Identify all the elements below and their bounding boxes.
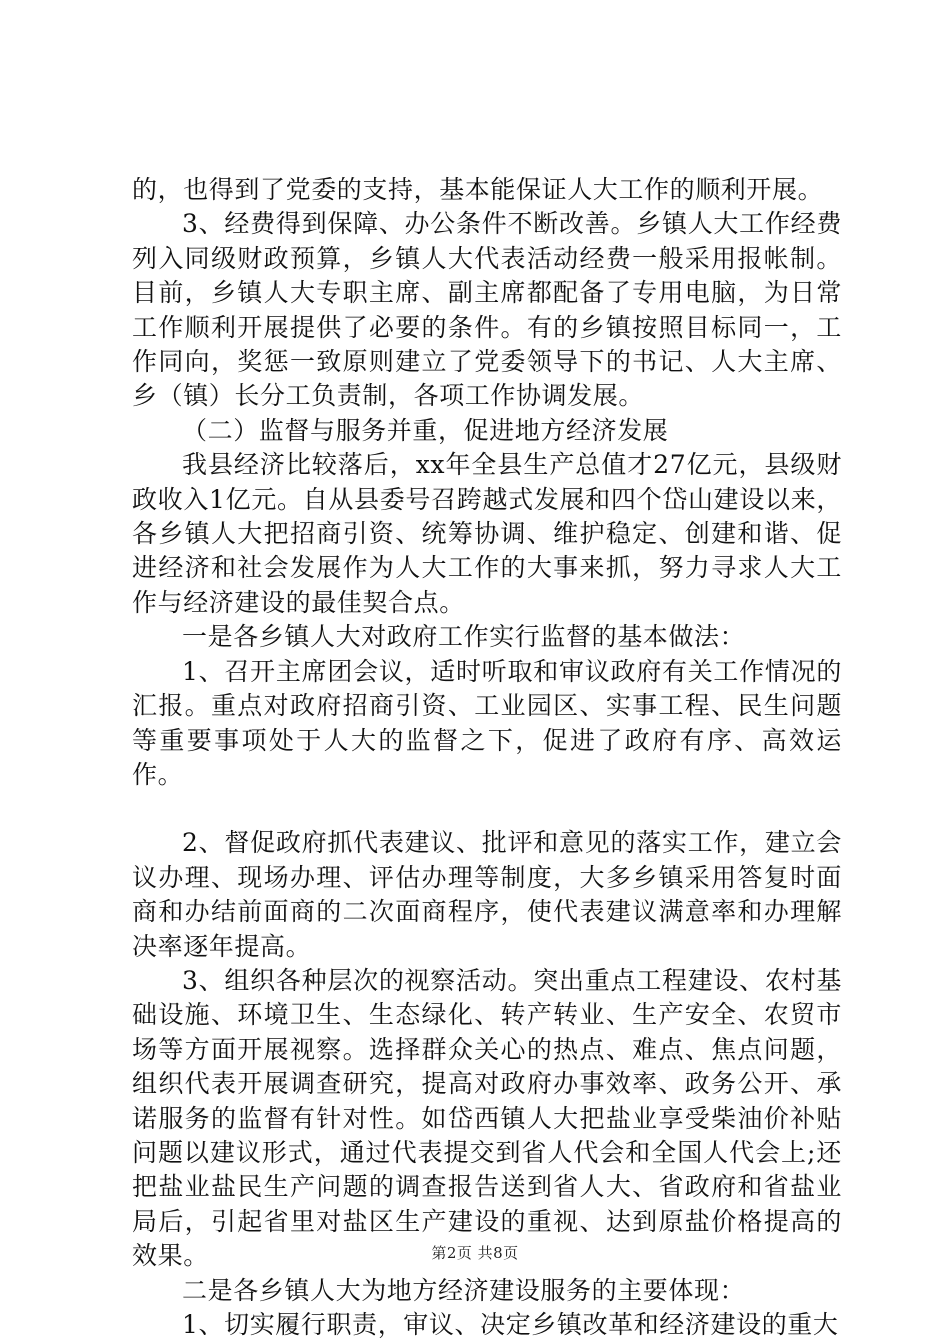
document-body bbox=[132, 173, 842, 1342]
paragraph-service-item-1: 1、切实履行职责，审议、决定乡镇改革和经济建设的重大 bbox=[182, 1310, 839, 1339]
paragraph-economy: 我县经济比较落后，xx年全县生产总值才27亿元，县级财政收入1亿元。自从县委号召跨越式发展和四个岱山建设以来，各乡镇人大把招商引资、统筹协调、维护稳定、创建和谐、促进经济和社会发展作为人大工作的大事来抓，努力寻求人大工作与经济建设的最佳契合点。 bbox=[132, 450, 842, 617]
paragraph-item-2: 2、督促政府抓代表建议、批评和意见的落实工作，建立会议办理、现场办理、评估办理等制度，大多乡镇采用答复时面商和办结前面商的二次面商程序，使代表建议满意率和办理解决率逐年提高。 bbox=[132, 828, 842, 961]
paragraph-item-1: 1、召开主席团会议，适时听取和审议政府有关工作情况的汇报。重点对政府招商引资、工业园区、实事工程、民生问题等重要事项处于人大的监督之下，促进了政府有序、高效运作。 bbox=[132, 656, 842, 789]
paragraph-continuation: 的，也得到了党委的支持，基本能保证人大工作的顺利开展。 bbox=[132, 175, 824, 204]
subheading-supervision-methods: 一是各乡镇人大对政府工作实行监督的基本做法： bbox=[182, 622, 746, 652]
paragraph-item-3: 3、组织各种层次的视察活动。突出重点工程建设、农村基础设施、环境卫生、生态绿化、转产转业、生产安全、农贸市场等方面开展视察。选择群众关心的热点、难点、焦点问题，组织代表开展调查研究，提高对政府办事效率、政务公开、承诺服务的监督有针对性。如岱西镇人大把盐业享受柴油价补贴问题以建议形式，通过代表提交到省人代会和全国人代会上;还把盐业盐民生产问题的调查报告送到省人大、省政府和省盐业局后，引起省里对盐区生产建设的重视、达到原盐价格提高的效果。 bbox=[132, 965, 842, 1271]
page-footer: 第2页 共8页 bbox=[431, 1244, 519, 1262]
paragraph-funding: 3、经费得到保障、办公条件不断改善。乡镇人大工作经费列入同级财政预算，乡镇人大代表活动经费一般采用报帐制。目前，乡镇人大专职主席、副主席都配备了专用电脑，为日常工作顺利开展提供了必要的条件。有的乡镇按照目标同一，工作同向，奖惩一致原则建立了党委领导下的书记、人大主席、乡（镇）长分工负责制，各项工作协调发展。 bbox=[132, 209, 842, 411]
paragraph-gap bbox=[132, 792, 842, 826]
subheading-service: 二是各乡镇人大为地方经济建设服务的主要体现： bbox=[182, 1275, 746, 1305]
section-heading-supervision: （二）监督与服务并重，促进地方经济发展 bbox=[182, 415, 669, 445]
